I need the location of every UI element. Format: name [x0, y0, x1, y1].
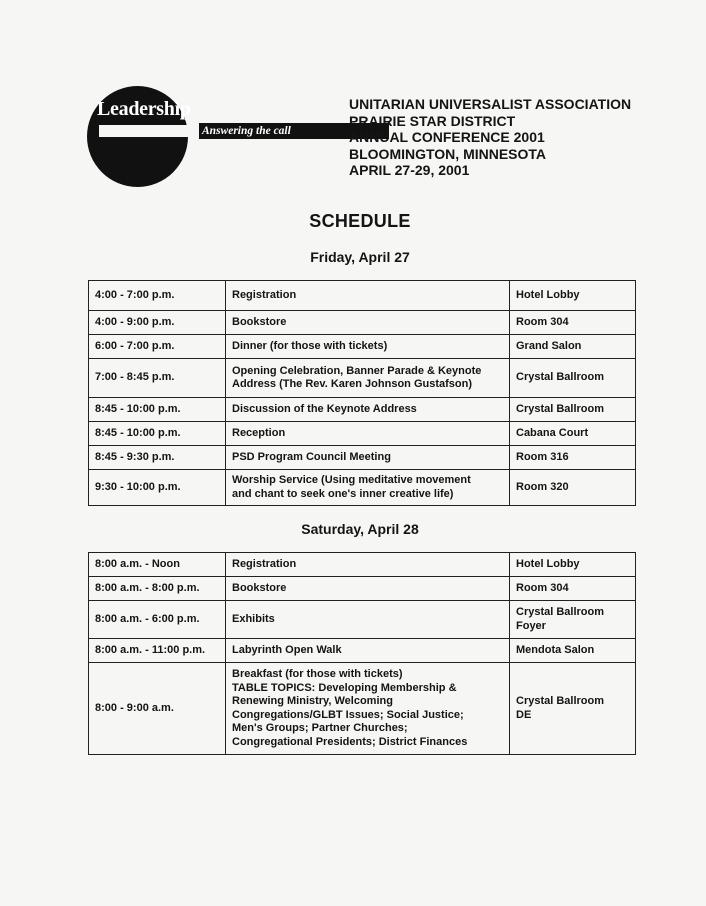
event-cell: Reception: [226, 422, 510, 446]
friday-heading: Friday, April 27: [310, 249, 410, 265]
schedule-title: SCHEDULE: [309, 211, 411, 231]
time-cell: 8:45 - 10:00 p.m.: [89, 398, 226, 422]
saturday-heading: Saturday, April 28: [301, 521, 419, 537]
location-cell: Crystal Ballroom DE: [510, 663, 636, 755]
time-cell: 8:00 - 9:00 a.m.: [89, 663, 226, 755]
time-cell: 8:00 a.m. - 8:00 p.m.: [89, 577, 226, 601]
time-cell: 8:00 a.m. - Noon: [89, 553, 226, 577]
schedule-row: [89, 577, 636, 601]
event-cell: Bookstore: [226, 577, 510, 601]
time-cell: 4:00 - 9:00 p.m.: [89, 311, 226, 335]
schedule-row: [89, 446, 636, 470]
location-cell: Room 304: [510, 311, 636, 335]
event-cell: Discussion of the Keynote Address: [226, 398, 510, 422]
event-cell: PSD Program Council Meeting: [226, 446, 510, 470]
location-cell: Room 304: [510, 577, 636, 601]
header-dates: APRIL 27-29, 2001: [349, 162, 470, 178]
location-cell: Cabana Court: [510, 422, 636, 446]
leadership-logo: [87, 86, 307, 188]
schedule-row: [89, 663, 636, 755]
time-cell: 9:30 - 10:00 p.m.: [89, 470, 226, 506]
event-cell: Dinner (for those with tickets): [226, 335, 510, 359]
header-location: BLOOMINGTON, MINNESOTA: [349, 145, 547, 162]
header-conference: ANNUAL CONFERENCE 2001: [349, 129, 545, 145]
saturday-schedule-table: [88, 552, 636, 755]
location-cell: Room 320: [510, 470, 636, 506]
logo-band: [99, 125, 199, 137]
time-cell: 8:45 - 9:30 p.m.: [89, 446, 226, 470]
schedule-row: [89, 335, 636, 359]
schedule-row: [89, 470, 636, 506]
location-cell: Crystal Ballroom: [510, 359, 636, 398]
schedule-row: [89, 311, 636, 335]
time-cell: 6:00 - 7:00 p.m.: [89, 335, 226, 359]
time-cell: 8:45 - 10:00 p.m.: [89, 422, 226, 446]
location-cell: Hotel Lobby: [510, 553, 636, 577]
time-cell: 8:00 a.m. - 11:00 p.m.: [89, 639, 226, 663]
location-cell: Grand Salon: [510, 335, 636, 359]
schedule-row: [89, 359, 636, 398]
event-cell: Bookstore: [226, 311, 510, 335]
event-cell: Breakfast (for those with tickets) TABLE TOPICS: Developing Membership & Renewing Ministry, Welcoming Congregations/GLBT Issues; Social Justice; Men's Groups; Partner Churches; Congregational Presidents; District Finances: [226, 663, 510, 755]
event-cell: Registration: [226, 281, 510, 311]
schedule-row: [89, 281, 636, 311]
event-cell: Registration: [226, 553, 510, 577]
time-cell: 7:00 - 8:45 p.m.: [89, 359, 226, 398]
conference-header: [349, 96, 631, 179]
location-cell: Room 316: [510, 446, 636, 470]
event-cell: Exhibits: [226, 601, 510, 639]
schedule-row: [89, 601, 636, 639]
time-cell: 8:00 a.m. - 6:00 p.m.: [89, 601, 226, 639]
location-cell: Mendota Salon: [510, 639, 636, 663]
header-district: PRAIRIE STAR DISTRICT: [349, 112, 516, 129]
event-cell: Worship Service (Using meditative movement and chant to seek one's inner creative life): [226, 470, 510, 506]
location-cell: Hotel Lobby: [510, 281, 636, 311]
time-cell: 4:00 - 7:00 p.m.: [89, 281, 226, 311]
logo-tagline: Answering the call: [202, 125, 291, 137]
location-cell: Crystal Ballroom: [510, 398, 636, 422]
friday-schedule-table: [88, 280, 636, 506]
event-cell: Labyrinth Open Walk: [226, 639, 510, 663]
schedule-row: [89, 639, 636, 663]
schedule-row: [89, 422, 636, 446]
logo-wordmark: Leadership: [97, 98, 191, 120]
schedule-row: [89, 553, 636, 577]
schedule-row: [89, 398, 636, 422]
header-organization: UNITARIAN UNIVERSALIST ASSOCIATION: [349, 96, 632, 112]
event-cell: Opening Celebration, Banner Parade & Keynote Address (The Rev. Karen Johnson Gustafson): [226, 359, 510, 398]
location-cell: Crystal Ballroom Foyer: [510, 601, 636, 639]
